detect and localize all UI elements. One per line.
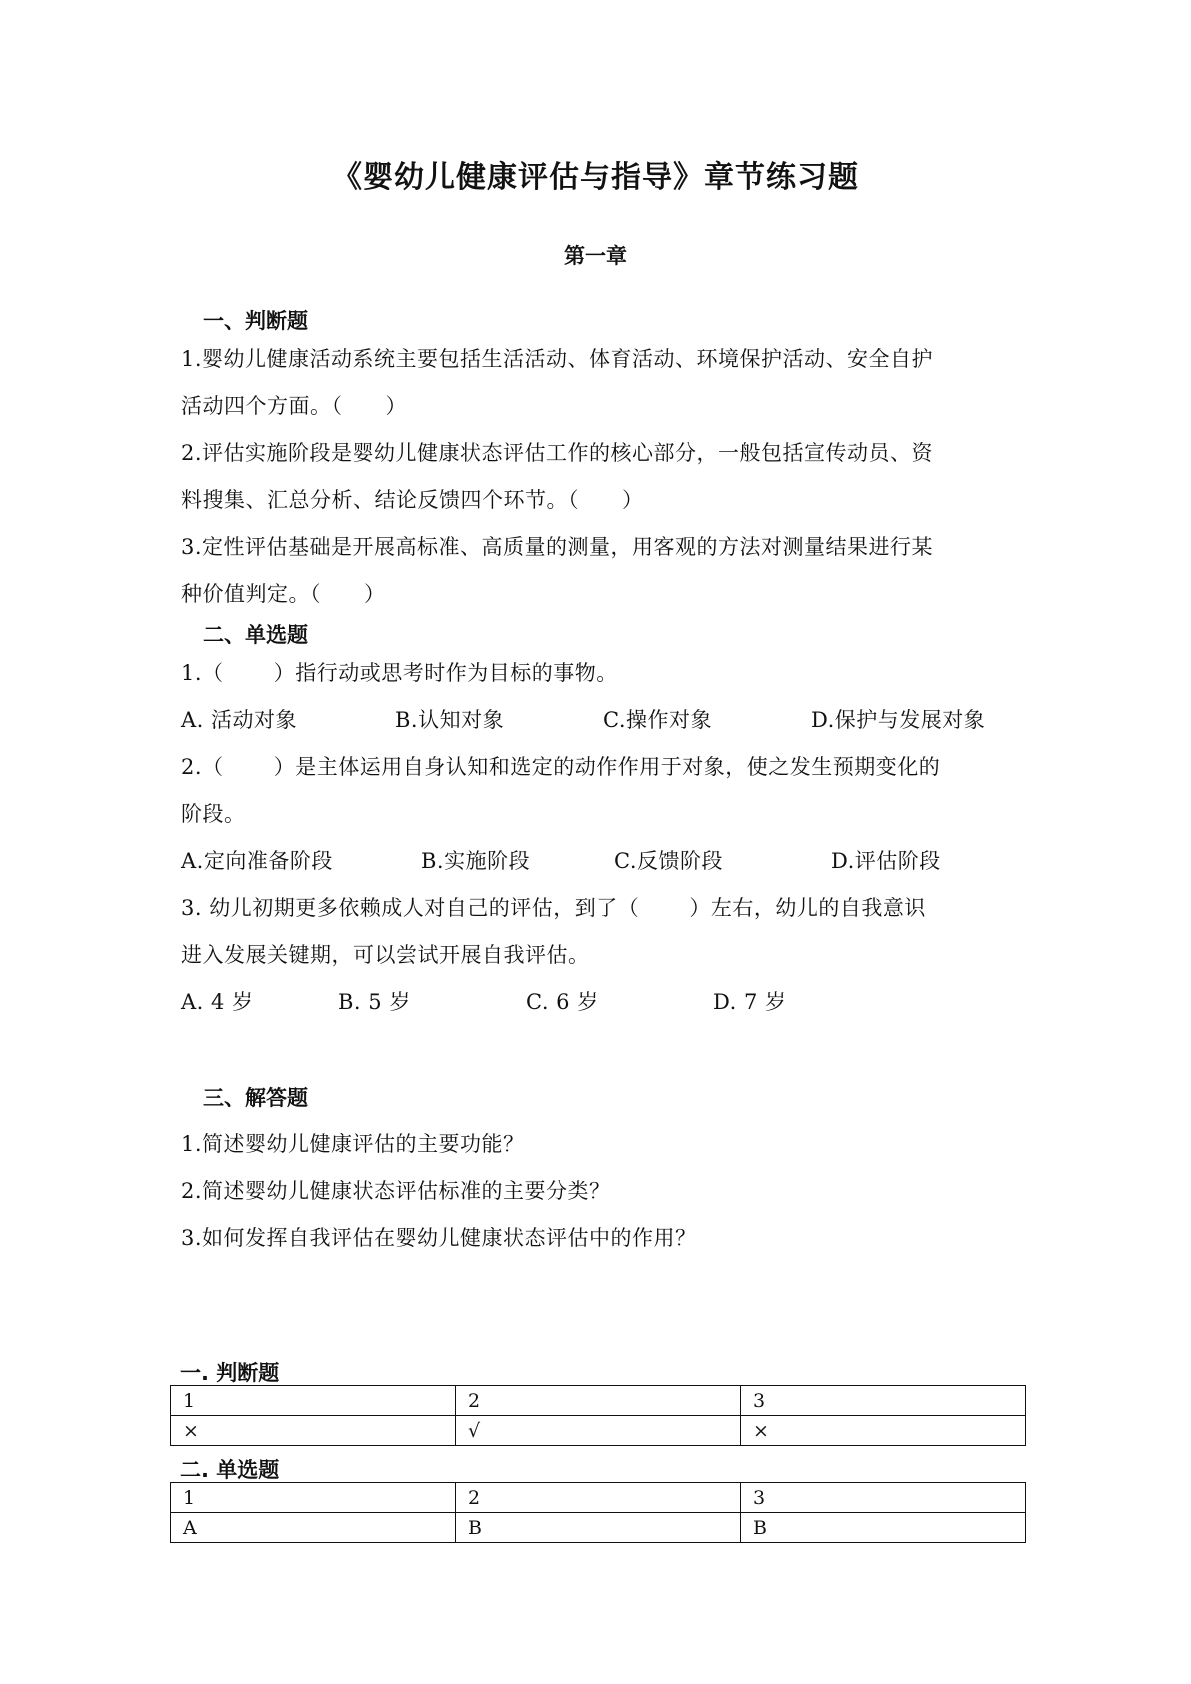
- judge-line: 2.评估实施阶段是婴幼儿健康状态评估工作的核心部分，一般包括宣传动员、资: [181, 441, 934, 465]
- judge-line: 1.婴幼儿健康活动系统主要包括生活活动、体育活动、环境保护活动、安全自护: [181, 347, 934, 371]
- table-row: [171, 1416, 1026, 1446]
- single-question-2: 2.（ ）是主体运用自身认知和选定的动作作用于对象，使之发生预期变化的: [181, 755, 941, 779]
- option-d: D.保护与发展对象: [811, 708, 986, 732]
- document-title: 《婴幼儿健康评估与指导》章节练习题: [332, 160, 859, 195]
- answer-question: 2.简述婴幼儿健康状态评估标准的主要分类？: [181, 1179, 611, 1203]
- judge-line: 种价值判定。（ ）: [181, 582, 386, 606]
- table-cell: 3: [741, 1483, 1026, 1513]
- judge-line: 料搜集、汇总分析、结论反馈四个环节。（ ）: [181, 488, 644, 512]
- option-c: C.反馈阶段: [614, 849, 723, 873]
- option-a: A. 4 岁: [181, 990, 254, 1014]
- key-single-table: [170, 1482, 1026, 1543]
- table-cell: 2: [456, 1386, 741, 1416]
- single-section-heading: 二、单选题: [203, 623, 308, 647]
- option-b: B.实施阶段: [421, 849, 531, 873]
- single-question-2-cont: 阶段。: [181, 802, 246, 826]
- single-question-3-cont: 进入发展关键期，可以尝试开展自我评估。: [181, 943, 590, 967]
- table-row: [171, 1483, 1026, 1513]
- chapter-heading: 第一章: [564, 244, 627, 268]
- table-row: [171, 1513, 1026, 1543]
- table-cell: ×: [741, 1416, 1026, 1446]
- table-cell: 1: [171, 1386, 456, 1416]
- table-row: [171, 1386, 1026, 1416]
- option-a: A.定向准备阶段: [181, 849, 333, 873]
- answer-section-heading: 三、解答题: [203, 1086, 308, 1110]
- table-cell: 2: [456, 1483, 741, 1513]
- answer-question: 3.如何发挥自我评估在婴幼儿健康状态评估中的作用？: [181, 1226, 697, 1250]
- option-d: D.评估阶段: [831, 849, 941, 873]
- table-cell: 3: [741, 1386, 1026, 1416]
- table-cell: B: [456, 1513, 741, 1543]
- option-c: C. 6 岁: [526, 990, 599, 1014]
- key-judge-heading: 一. 判断题: [180, 1361, 280, 1385]
- judge-section-heading: 一、判断题: [203, 309, 308, 333]
- option-a: A. 活动对象: [181, 708, 298, 732]
- single-question-3: 3. 幼儿初期更多依赖成人对自己的评估，到了（ ）左右，幼儿的自我意识: [181, 896, 926, 920]
- judge-line: 3.定性评估基础是开展高标准、高质量的测量，用客观的方法对测量结果进行某: [181, 535, 934, 559]
- option-c: C.操作对象: [603, 708, 712, 732]
- key-judge-table: [170, 1385, 1026, 1446]
- key-single-heading: 二. 单选题: [180, 1458, 280, 1482]
- option-b: B.认知对象: [395, 708, 505, 732]
- table-cell: B: [741, 1513, 1026, 1543]
- option-d: D. 7 岁: [713, 990, 787, 1014]
- table-cell: A: [171, 1513, 456, 1543]
- option-b: B. 5 岁: [338, 990, 411, 1014]
- judge-line: 活动四个方面。（ ）: [181, 394, 407, 418]
- answer-question: 1.简述婴幼儿健康评估的主要功能？: [181, 1132, 525, 1156]
- single-question-1: 1.（ ）指行动或思考时作为目标的事物。: [181, 661, 618, 685]
- table-cell: 1: [171, 1483, 456, 1513]
- table-cell: ×: [171, 1416, 456, 1446]
- table-cell: √: [456, 1416, 741, 1446]
